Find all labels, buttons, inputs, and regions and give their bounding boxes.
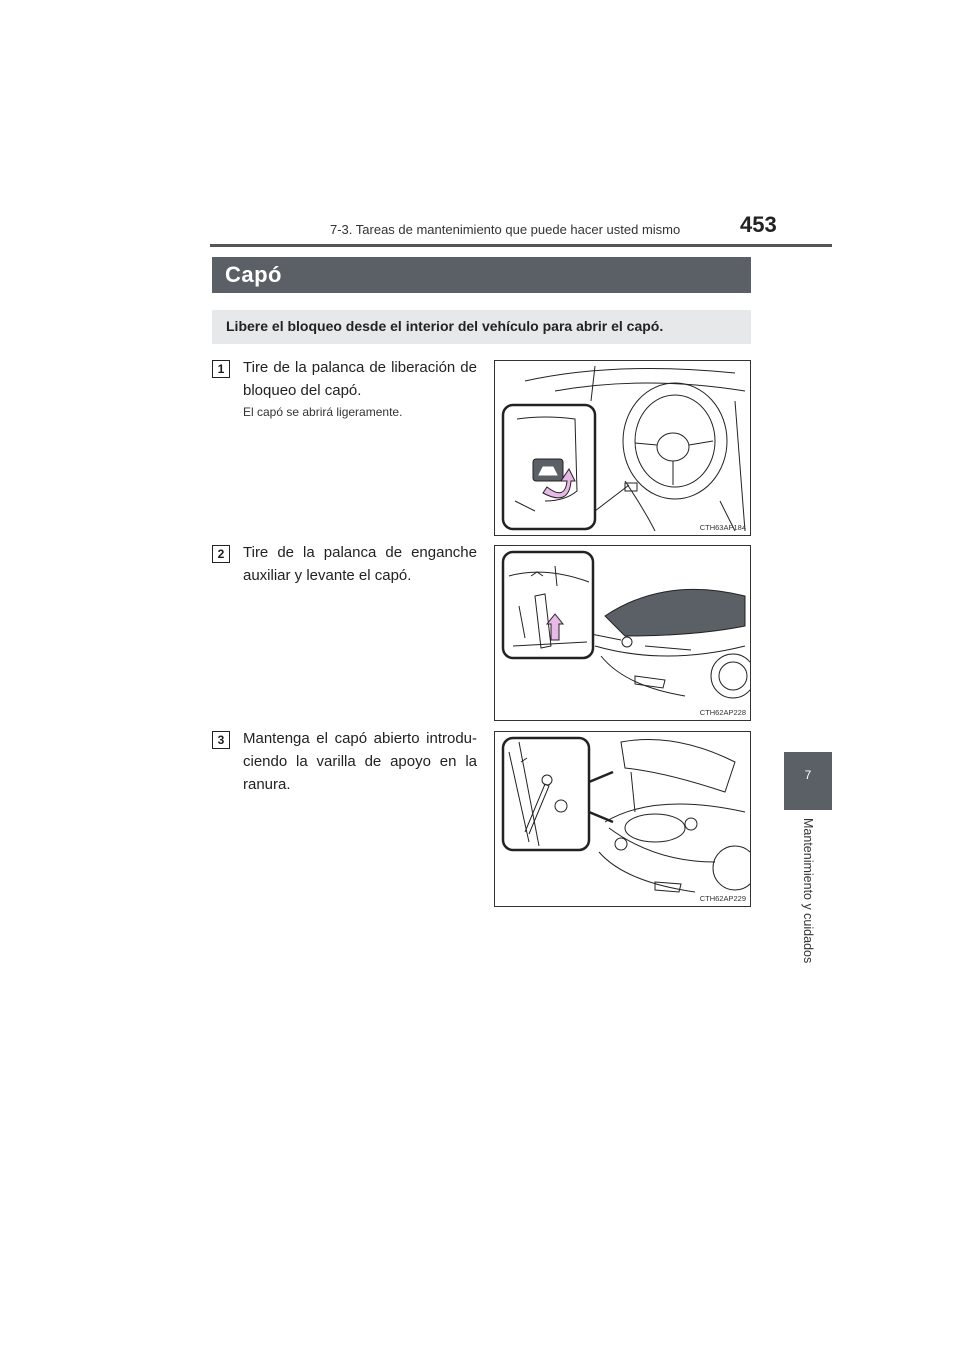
step-text: Mantenga el capó abierto introdu-ciendo la varilla de apoyo en la ranura. (243, 730, 477, 793)
intro-box (212, 310, 751, 344)
step-note: El capó se abrirá ligeramente. (243, 405, 403, 419)
figure-auxiliary-catch-lever (494, 545, 751, 721)
section-title: Capó (225, 262, 282, 287)
intro-text: Libere el bloqueo desde el interior del vehículo para abrir el capó. (226, 318, 664, 334)
page-number: 453 (740, 212, 777, 237)
step-number-badge: 2 (212, 545, 230, 563)
step-number-badge: 3 (212, 731, 230, 749)
figure-support-rod (494, 731, 751, 907)
chapter-tab (784, 752, 832, 810)
auxiliary-catch-illustration (495, 546, 750, 720)
chapter-tab-label: Mantenimiento y cuidados (801, 818, 815, 964)
section-title-bar (212, 257, 751, 293)
figure-code: CTH62AP229 (699, 894, 746, 903)
header-rule (210, 244, 832, 247)
step-number-badge: 1 (212, 360, 230, 378)
support-rod-illustration (495, 732, 750, 906)
hood-release-illustration (495, 361, 750, 535)
chapter-tab-number: 7 (804, 768, 812, 782)
step-text: Tire de la palanca de liberación de bloqueo del capó. (243, 359, 477, 399)
figure-code: CTH62AP228 (699, 708, 746, 717)
step-text: Tire de la palanca de enganche auxiliar y levante el capó. (243, 544, 477, 584)
figure-code: CTH63AP184 (699, 523, 746, 532)
figure-hood-release-lever (494, 360, 751, 536)
chapter-header: 7-3. Tareas de mantenimiento que puede hacer usted mismo (330, 222, 681, 237)
